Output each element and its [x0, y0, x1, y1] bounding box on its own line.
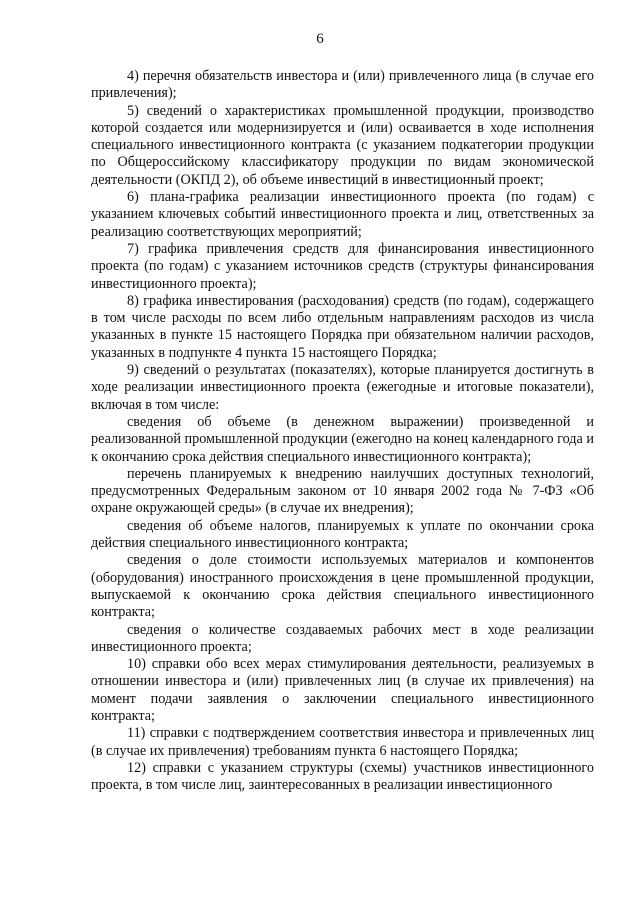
paragraph-subitem-best-technologies: перечень планируемых к внедрению наилучших доступных технологий, предусмотренных Федеральным законом от 10 января 2002 года № 7-ФЗ «Об охране окружающей среды» (в случае их внедрения); [91, 465, 594, 517]
page-number: 6 [316, 31, 324, 47]
paragraph-subitem-jobs: сведения о количестве создаваемых рабочих мест в ходе реализации инвестиционного проекта; [91, 621, 594, 655]
paragraph-item-7: 7) графика привлечения средств для финансирования инвестиционного проекта (по годам) с указанием источников средств (структуры финансирования инвестиционного проекта); [91, 240, 594, 292]
paragraph-item-9: 9) сведений о результатах (показателях), которые планируется достигнуть в ходе реализации инвестиционного проекта (ежегодные и итоговые показатели), включая в том числе: [91, 362, 594, 413]
document-body [91, 68, 594, 794]
paragraph-item-4: 4) перечня обязательств инвестора и (или) привлеченного лица (в случае его привлечения); [91, 68, 594, 102]
paragraph-item-6: 6) плана-графика реализации инвестиционного проекта (по годам) с указанием ключевых событий инвестиционного проекта и лиц, ответственных за реализацию соответствующих мероприятий; [91, 189, 594, 240]
paragraph-item-12: 12) справки с указанием структуры (схемы) участников инвестиционного проекта, в том числе лиц, заинтересованных в реализации инвестиционного [91, 759, 594, 794]
paragraph-item-10: 10) справки обо всех мерах стимулирования деятельности, реализуемых в отношении инвестора и (или) привлеченных лиц (в случае их привлечения) на момент подачи заявления о заключении специального инвестиционного контракта; [91, 656, 594, 724]
paragraph-subitem-foreign-share: сведения о доле стоимости используемых материалов и компонентов (оборудования) иностранного происхождения в цене промышленной продукции, выпускаемой к окончанию срока действия специального инвестиционного контракта; [91, 552, 594, 621]
paragraph-item-5: 5) сведений о характеристиках промышленной продукции, производство которой создается или модернизируется и (или) осваивается в ходе исполнения специального инвестиционного контракта (с указанием подкатегории продукции по Общероссийскому классификатору продукции по видам экономической деятельности (ОКПД 2), об объеме инвестиций в инвестиционный проект; [91, 102, 594, 188]
paragraph-item-8: 8) графика инвестирования (расходования) средств (по годам), содержащего в том числе расходы по всем либо отдельным направлениям расходов из числа указанных в пункте 15 настоящего Порядка при обязательном наличии расходов, указанных в подпункте 4 пункта 15 настоящего Порядка; [91, 292, 594, 361]
paragraph-subitem-taxes: сведения об объеме налогов, планируемых к уплате по окончании срока действия специального инвестиционного контракта; [91, 517, 594, 552]
paragraph-item-11: 11) справки с подтверждением соответствия инвестора и привлеченных лиц (в случае их привлечения) требованиям пункта 6 настоящего Порядка; [91, 725, 594, 759]
paragraph-subitem-production-volume: сведения об объеме (в денежном выражении) произведенной и реализованной промышленной продукции (ежегодно на конец календарного года и к окончанию срока действия специального инвестиционного контракта); [91, 413, 594, 465]
